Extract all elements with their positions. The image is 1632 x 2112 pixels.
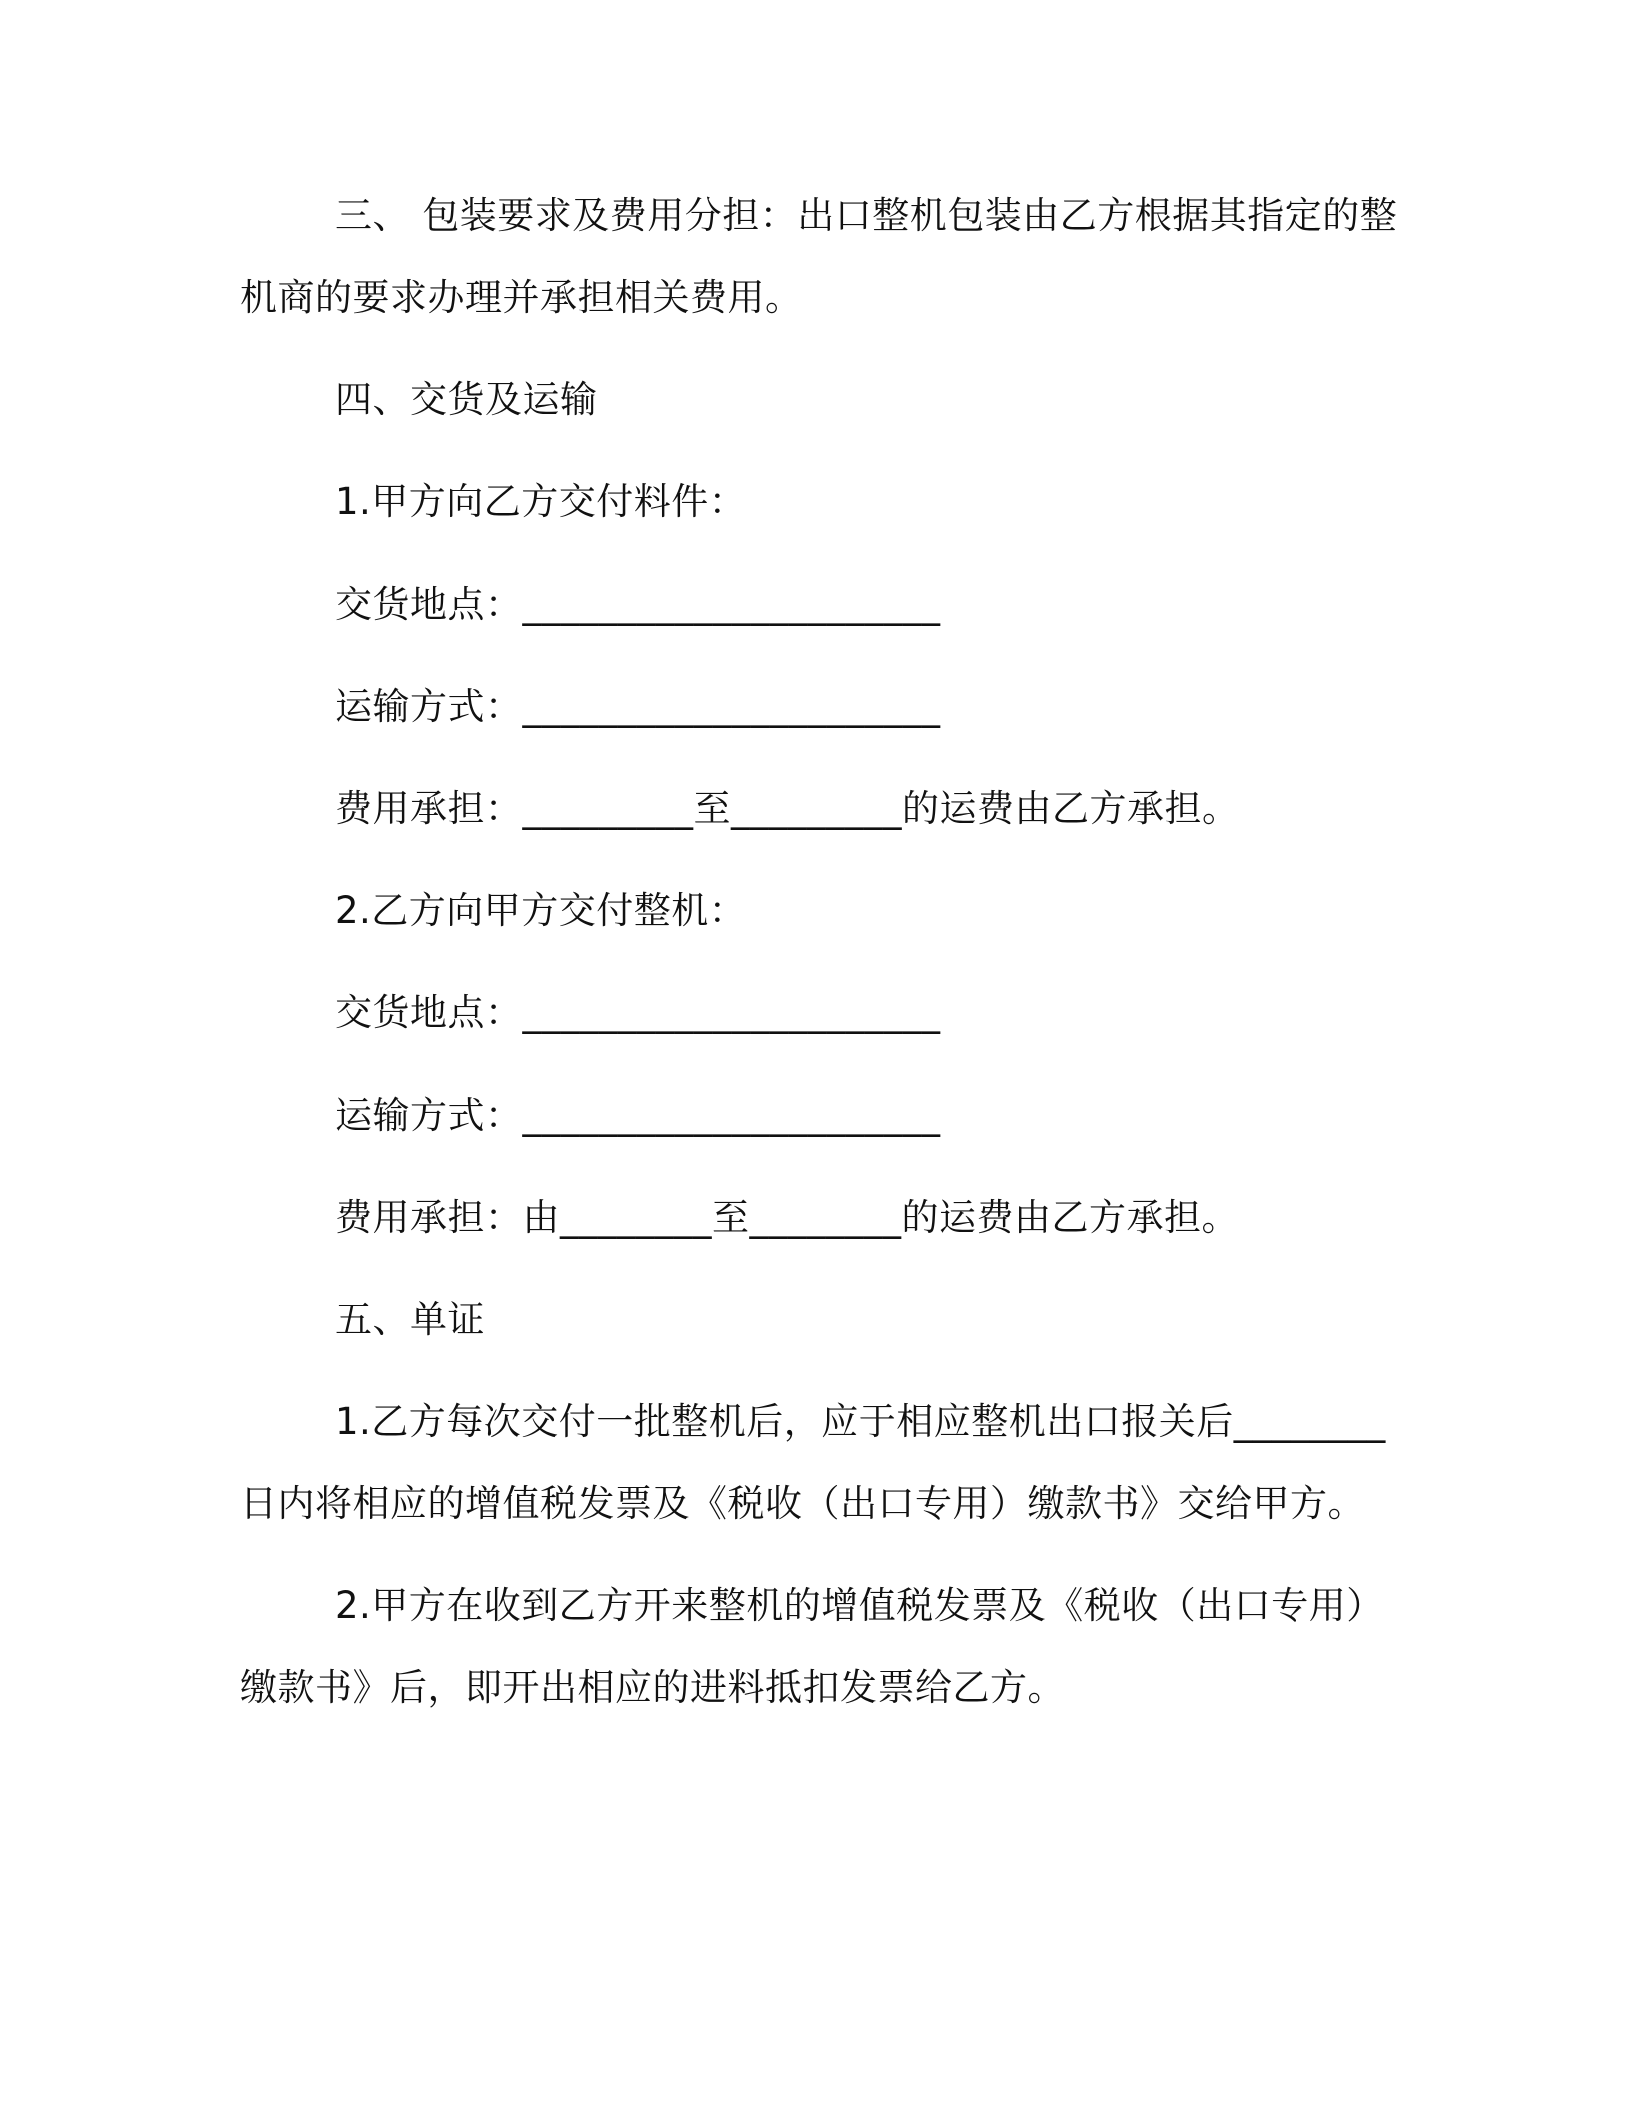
item-1-delivery-place: 交货地点：______________________ xyxy=(335,583,941,626)
item-2-heading: 2.乙方向甲方交付整机： xyxy=(335,889,747,932)
clause-2-line-2: 缴款书》后，即开出相应的进料抵扣发票给乙方。 xyxy=(240,1666,1065,1709)
clause-1-line-1: 1.乙方每次交付一批整机后，应于相应整机出口报关后________ xyxy=(335,1400,1386,1443)
section-three-line-2: 机商的要求办理并承担相关费用。 xyxy=(240,276,803,319)
item-1-transport-mode: 运输方式：______________________ xyxy=(335,685,941,728)
item-1-heading: 1.甲方向乙方交付料件： xyxy=(335,480,747,523)
item-2-transport-mode: 运输方式：______________________ xyxy=(335,1094,941,1137)
section-five-heading: 五、单证 xyxy=(335,1298,485,1341)
clause-2-line-1: 2.甲方在收到乙方开来整机的增值税发票及《税收（出口专用） xyxy=(335,1584,1384,1627)
clause-1-line-2: 日内将相应的增值税发票及《税收（出口专用）缴款书》交给甲方。 xyxy=(240,1482,1365,1525)
item-1-cost-bearing: 费用承担：_________至_________的运费由乙方承担。 xyxy=(335,787,1240,830)
section-three-line-1: 三、 包装要求及费用分担：出口整机包装由乙方根据其指定的整 xyxy=(335,194,1398,237)
item-2-delivery-place: 交货地点：______________________ xyxy=(335,991,941,1034)
item-2-cost-bearing: 费用承担：由________至________的运费由乙方承担。 xyxy=(335,1196,1239,1239)
section-four-heading: 四、交货及运输 xyxy=(335,378,598,421)
